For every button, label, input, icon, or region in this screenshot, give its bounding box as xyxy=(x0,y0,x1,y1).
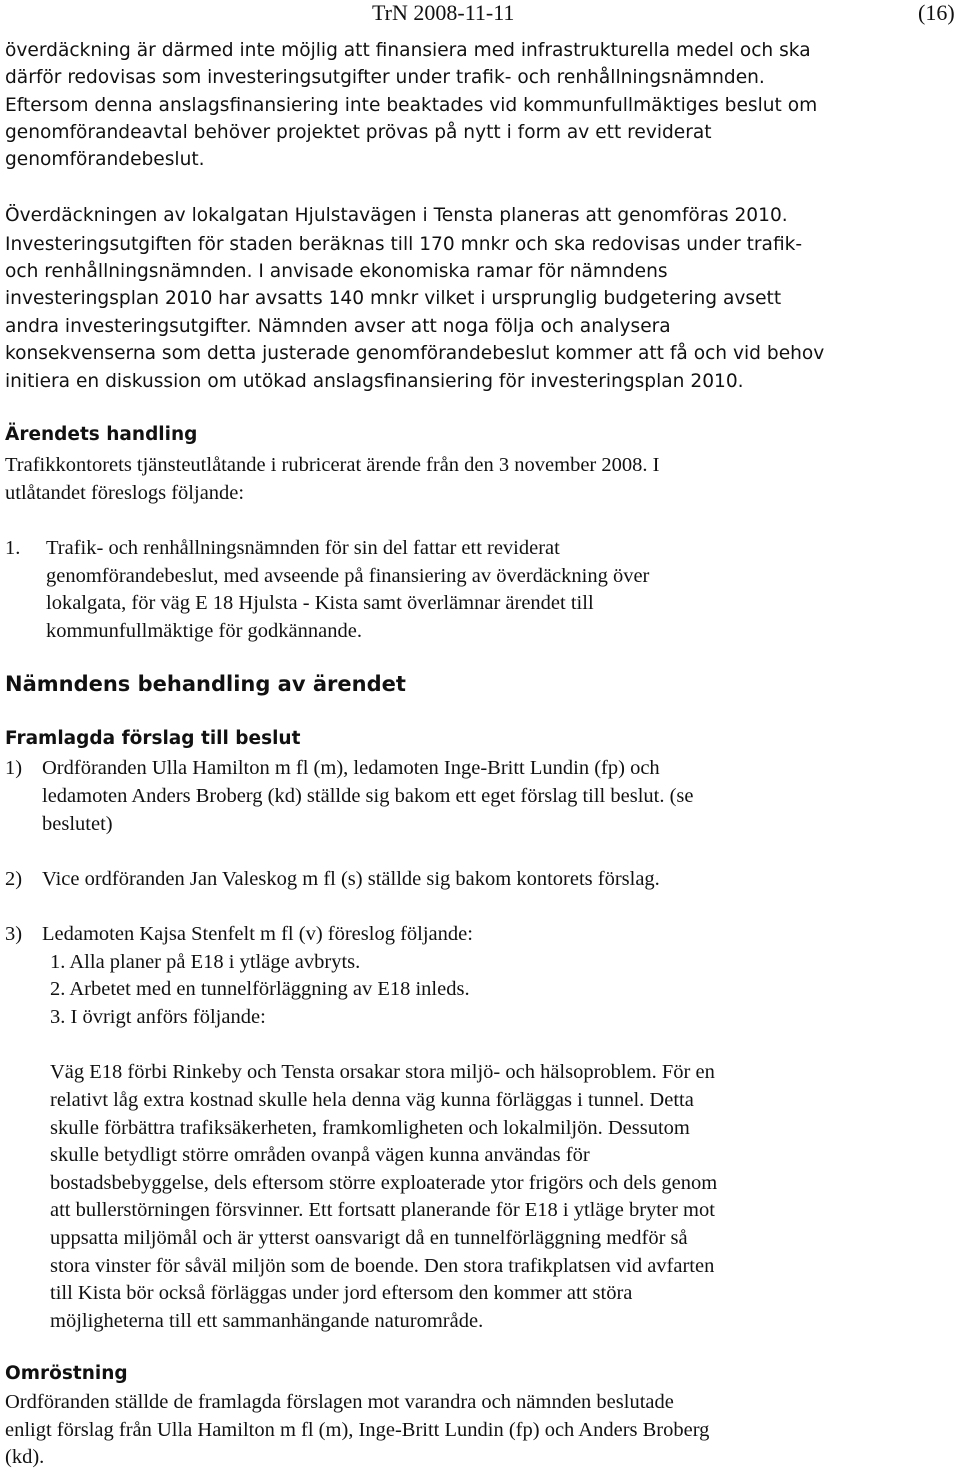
paragraph-line: Investeringsutgiften för staden beräknas till 170 mnkr och ska redovisas under trafik- xyxy=(5,234,803,255)
paragraph-line: genomförandebeslut. xyxy=(5,149,205,170)
quote-line: relativt låg extra kostnad skulle hela denna väg kunna förläggas i tunnel. Detta xyxy=(50,1089,694,1111)
quote-line: skulle betydligt större områden ovanpå vägen kunna användas för xyxy=(50,1144,590,1166)
subsection-heading: Framlagda förslag till beslut xyxy=(5,728,301,749)
page-number: (16) xyxy=(918,0,955,25)
paragraph-line: Eftersom denna anslagsfinansiering inte beaktades vid kommunfullmäktiges beslut om xyxy=(5,95,818,116)
paragraph-line: genomförandeavtal behöver projektet prövas på nytt i form av ett reviderat xyxy=(5,122,712,143)
sub-list-item: 1. Alla planer på E18 i ytläge avbryts. xyxy=(50,951,361,973)
paragraph-line: andra investeringsutgifter. Nämnden avser att noga följa och analysera xyxy=(5,316,671,337)
paragraph-line: initiera en diskussion om utökad anslagsfinansiering för investeringsplan 2010. xyxy=(5,371,744,392)
paragraph-line: enligt förslag från Ulla Hamilton m fl (m), Inge-Britt Lundin (fp) och Anders Broberg xyxy=(5,1419,710,1441)
paragraph-line: investeringsplan 2010 har avsatts 140 mnkr vilket i ursprunglig budgetering avsett xyxy=(5,288,782,309)
quote-line: bostadsbebyggelse, dels eftersom större exploaterade ytor frigörs och dels genom xyxy=(50,1172,718,1194)
sub-list-item: 2. Arbetet med en tunnelförläggning av E18 inleds. xyxy=(50,978,470,1000)
paragraph-line: Ordföranden ställde de framlagda förslagen mot varandra och nämnden beslutade xyxy=(5,1391,674,1413)
list-item-line: Ledamoten Kajsa Stenfelt m fl (v) föreslog följande: xyxy=(42,923,473,945)
sub-list-item: 3. I övrigt anförs följande: xyxy=(50,1006,266,1028)
quote-line: att bullerstörningen försvinner. Ett fortsatt planerande för E18 i ytläge bryter mot xyxy=(50,1199,715,1221)
section-heading: Omröstning xyxy=(5,1363,128,1384)
list-number: 3) xyxy=(5,923,23,945)
paragraph-line: Överdäckningen av lokalgatan Hjulstavägen i Tensta planeras att genomföras 2010. xyxy=(5,205,788,226)
paragraph-line: (kd). xyxy=(5,1446,45,1468)
list-item-line: Vice ordföranden Jan Valeskog m fl (s) ställde sig bakom kontorets förslag. xyxy=(42,868,660,890)
list-number: 1) xyxy=(5,757,23,779)
list-item-line: Trafik- och renhållningsnämnden för sin del fattar ett reviderat xyxy=(46,537,560,559)
paragraph-line: Trafikkontorets tjänsteutlåtande i rubricerat ärende från den 3 november 2008. I xyxy=(5,454,660,476)
quote-line: till Kista bör också förläggas under jord eftersom den kommer att störa xyxy=(50,1282,633,1304)
list-number: 2) xyxy=(5,868,23,890)
list-item-line: beslutet) xyxy=(42,813,113,835)
quote-line: möjligheterna till ett sammanhängande naturområde. xyxy=(50,1310,484,1332)
paragraph-line: konsekvenserna som detta justerade genomförandebeslut kommer att få och vid behov xyxy=(5,343,825,364)
section-heading: Nämndens behandling av ärendet xyxy=(5,672,406,696)
paragraph-line: utlåtandet föreslogs följande: xyxy=(5,482,245,504)
quote-line: uppsatta miljömål och är ytterst oansvarigt då en tunnelförläggning medför så xyxy=(50,1227,688,1249)
list-item-line: ledamoten Anders Broberg (kd) ställde sig bakom ett eget förslag till beslut. (se xyxy=(42,785,694,807)
list-item-line: genomförandebeslut, med avseende på finansiering av överdäckning över xyxy=(46,565,650,587)
quote-line: stora vinster för såväl miljön som de boende. Den stora trafikplatsen vid avfarten xyxy=(50,1255,715,1277)
section-heading: Ärendets handling xyxy=(5,424,198,445)
quote-line: Väg E18 förbi Rinkeby och Tensta orsakar stora miljö- och hälsoproblem. För en xyxy=(50,1061,715,1083)
list-item-line: Ordföranden Ulla Hamilton m fl (m), ledamoten Inge-Britt Lundin (fp) och xyxy=(42,757,660,779)
paragraph-line: överdäckning är därmed inte möjlig att finansiera med infrastrukturella medel och ska xyxy=(5,40,811,61)
list-item-line: lokalgata, för väg E 18 Hjulsta - Kista samt överlämnar ärendet till xyxy=(46,592,594,614)
paragraph-line: och renhållningsnämnden. I anvisade ekonomiska ramar för nämndens xyxy=(5,261,668,282)
quote-line: skulle förbättra trafiksäkerheten, framkomligheten och lokalmiljön. Dessutom xyxy=(50,1117,690,1139)
document-date: TrN 2008-11-11 xyxy=(372,0,515,25)
list-number: 1. xyxy=(5,537,21,559)
paragraph-line: därför redovisas som investeringsutgifter under trafik- och renhållningsnämnden. xyxy=(5,67,765,88)
list-item-line: kommunfullmäktige för godkännande. xyxy=(46,620,362,642)
